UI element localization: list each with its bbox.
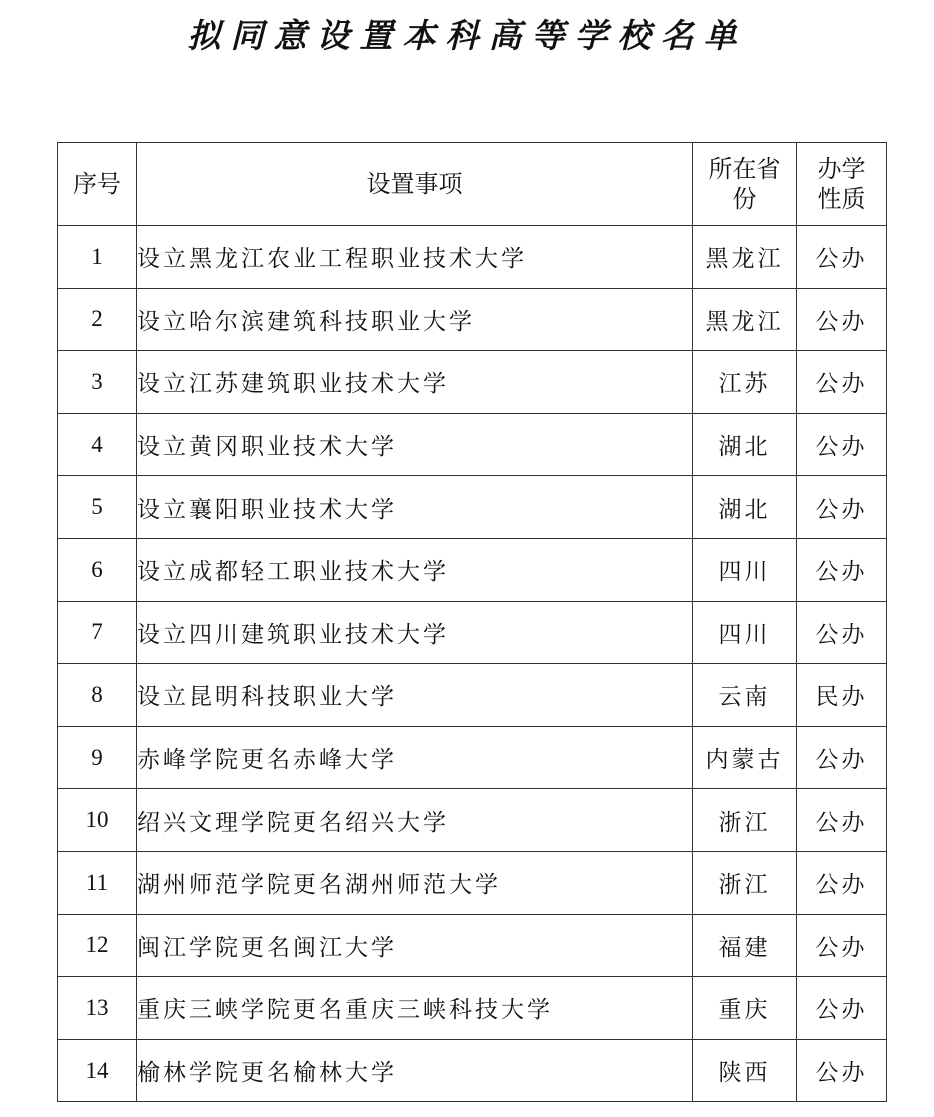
row-item: 重庆三峡学院更名重庆三峡科技大学 [137,977,693,1040]
header-type: 办学性质 [797,143,887,226]
row-item: 设立昆明科技职业大学 [137,664,693,727]
row-item: 绍兴文理学院更名绍兴大学 [137,789,693,852]
row-number: 2 [58,288,137,351]
table-row [58,851,887,914]
row-type: 公办 [797,226,887,289]
table-row [58,726,887,789]
row-province: 四川 [693,601,797,664]
row-item: 设立四川建筑职业技术大学 [137,601,693,664]
row-number: 14 [58,1039,137,1102]
row-type: 公办 [797,601,887,664]
row-type: 公办 [797,1039,887,1102]
row-number: 4 [58,413,137,476]
row-number: 6 [58,538,137,601]
row-type: 公办 [797,851,887,914]
table-row [58,914,887,977]
row-number: 13 [58,977,137,1040]
header-province: 所在省份 [693,143,797,226]
row-province: 陕西 [693,1039,797,1102]
row-item: 设立襄阳职业技术大学 [137,476,693,539]
table-row [58,288,887,351]
row-province: 浙江 [693,789,797,852]
header-item: 设置事项 [137,143,693,226]
row-number: 11 [58,851,137,914]
row-item: 设立江苏建筑职业技术大学 [137,351,693,414]
table-body [58,226,887,1102]
row-type: 民办 [797,664,887,727]
row-type: 公办 [797,476,887,539]
table-row [58,476,887,539]
row-number: 12 [58,914,137,977]
row-province: 四川 [693,538,797,601]
row-item: 湖州师范学院更名湖州师范大学 [137,851,693,914]
row-province: 浙江 [693,851,797,914]
table-row [58,664,887,727]
row-number: 3 [58,351,137,414]
row-type: 公办 [797,914,887,977]
row-province: 黑龙江 [693,226,797,289]
table-row [58,226,887,289]
row-item: 赤峰学院更名赤峰大学 [137,726,693,789]
row-number: 1 [58,226,137,289]
document-title: 拟同意设置本科高等学校名单 [187,16,747,55]
school-list-table [57,142,887,1102]
row-number: 10 [58,789,137,852]
row-type: 公办 [797,977,887,1040]
row-type: 公办 [797,726,887,789]
row-number: 5 [58,476,137,539]
row-type: 公办 [797,288,887,351]
table-row [58,413,887,476]
row-item: 设立哈尔滨建筑科技职业大学 [137,288,693,351]
row-item: 设立成都轻工职业技术大学 [137,538,693,601]
row-province: 福建 [693,914,797,977]
row-number: 8 [58,664,137,727]
table-header-row [58,143,887,226]
table-row [58,789,887,852]
row-number: 9 [58,726,137,789]
row-type: 公办 [797,538,887,601]
table-row [58,977,887,1040]
row-item: 闽江学院更名闽江大学 [137,914,693,977]
table-row [58,351,887,414]
row-item: 榆林学院更名榆林大学 [137,1039,693,1102]
row-type: 公办 [797,789,887,852]
row-province: 黑龙江 [693,288,797,351]
row-type: 公办 [797,413,887,476]
row-province: 湖北 [693,413,797,476]
row-number: 7 [58,601,137,664]
row-province: 江苏 [693,351,797,414]
row-province: 云南 [693,664,797,727]
row-item: 设立黄冈职业技术大学 [137,413,693,476]
table-row [58,601,887,664]
table-row [58,538,887,601]
table-row [58,1039,887,1102]
row-province: 内蒙古 [693,726,797,789]
header-num: 序号 [58,143,137,226]
row-province: 重庆 [693,977,797,1040]
row-type: 公办 [797,351,887,414]
row-province: 湖北 [693,476,797,539]
row-item: 设立黑龙江农业工程职业技术大学 [137,226,693,289]
